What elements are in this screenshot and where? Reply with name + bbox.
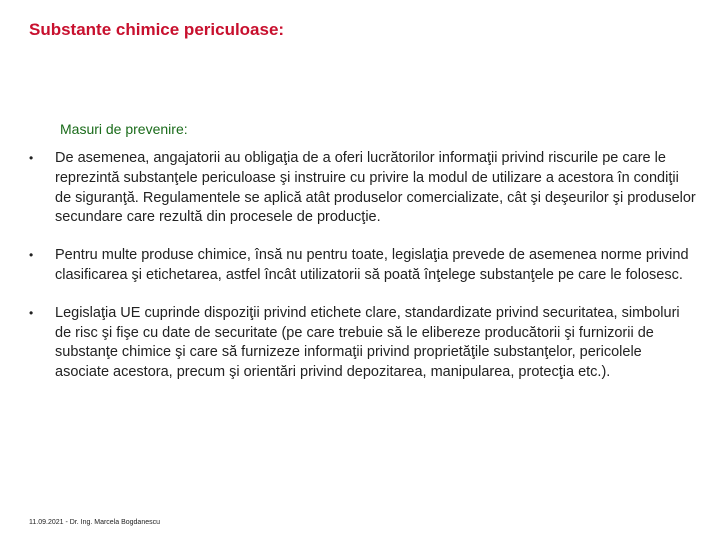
bullet-dot-icon: • <box>29 305 34 320</box>
slide-title: Substante chimice periculoase: <box>29 20 285 39</box>
bullet-dot-icon: • <box>29 151 34 165</box>
bullet-item-3 <box>29 304 697 383</box>
bullet-item-2 <box>29 246 697 286</box>
footer-author-date: 11.09.2021 - Dr. Ing. Marcela Bogdanescu <box>29 519 161 526</box>
bullet-text-3: Legislaţia UE cuprinde dispoziţii privind etichete clare, standardizate privind securitatea, simboluri de risc şi fişe cu date de securitate (pe care trebuie să le elibereze producătorii şi furnizorii de substanţe chimice şi care să furnizeze informaţii privind proprietăţile substanţelor, pericolele asociate acestora, precum şi orientări privind depozitarea, manipularea, protecţia etc.). <box>55 304 680 381</box>
bullet-list <box>29 149 697 401</box>
bullet-text-2: Pentru multe produse chimice, însă nu pentru toate, legislaţia prevede de asemenea norme privind clasificarea şi etichetarea, astfel încât utilizatorii să poată înţelege substanţele pe care le folosesc. <box>55 247 689 283</box>
bullet-text-1: De asemenea, angajatorii au obligaţia de a oferi lucrătorilor informaţii privind riscurile pe care le reprezintă substanţele periculoase şi instruire cu privire la modul de utilizare a acestora în condiţii de siguranţă. Regulamentele se aplică atât produselor comercializate, cât şi deşeurilor şi produselor secundare care rezultă din procesele de producţie. <box>55 150 696 226</box>
bullet-dot-icon: • <box>29 248 34 263</box>
section-heading: Masuri de prevenire: <box>60 121 188 137</box>
bullet-item-1 <box>29 149 697 228</box>
